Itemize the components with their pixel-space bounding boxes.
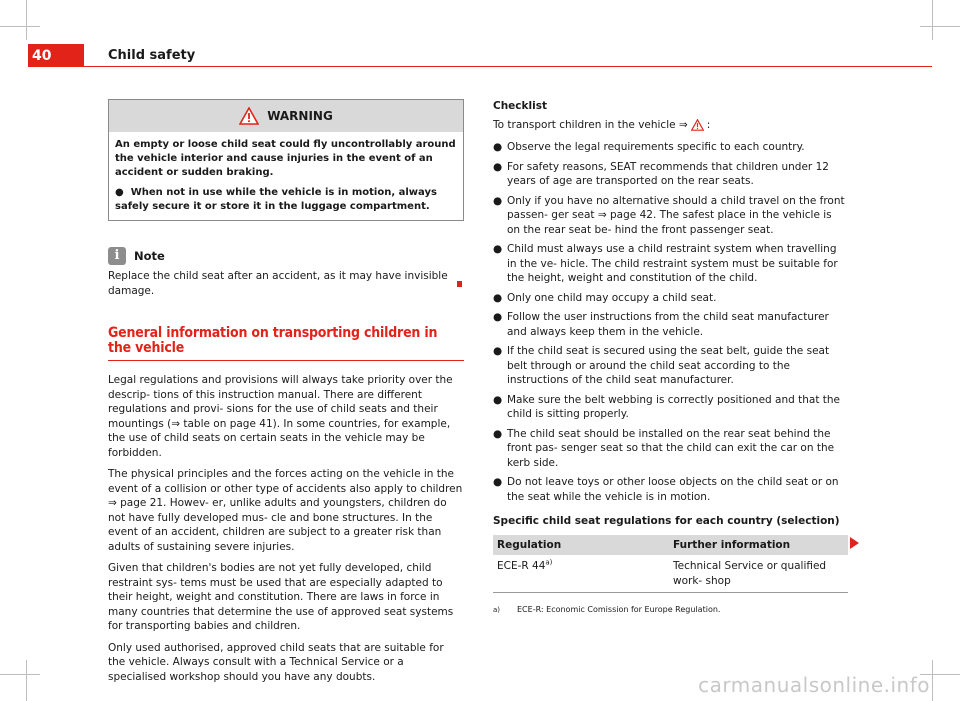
bullet-dot: ● <box>493 311 503 323</box>
section-paragraph: Only used authorised, approved child seats that are suitable for the vehicle. Always consult with a Technical Service or a specialised workshop should you have any doubts. <box>108 641 444 683</box>
bullet-dot: ● <box>493 476 503 488</box>
column-header-info: Further information <box>669 535 848 556</box>
bullet-dot: ● <box>493 141 503 153</box>
table-cell-info: Technical Service or qualified work- shop <box>669 555 848 593</box>
list-item-text: Only one child may occupy a child seat. <box>507 291 717 304</box>
list-item-text: Observe the legal requirements specific to each country. <box>507 141 805 153</box>
list-item <box>493 475 848 504</box>
note-body <box>108 269 464 298</box>
regulation-name: ECE-R 44 <box>497 560 546 572</box>
watermark: carmanualsonline.info <box>698 673 930 697</box>
left-column <box>108 99 464 691</box>
regulations-table <box>493 535 848 594</box>
note-heading: Note <box>134 248 165 263</box>
page-number: 40 <box>28 44 84 67</box>
warning-box <box>108 99 464 221</box>
section-paragraph: Legal regulations and provisions will always take priority over the descrip- tions of this instruction manual. There are different regulations and provi- sions for the use of child seats and their mountings (⇒ table on page 41). In some countries, for example, the use of child seats on certain seats in the vehicle may be forbidden. <box>108 374 453 459</box>
list-item-text: Only if you have no alternative should a child travel on the front passen- ger seat ⇒ page 42. The safest place in the vehicle is on the rear seat be- hind the front passenger seat. <box>507 194 845 236</box>
continue-arrow-icon <box>850 537 859 549</box>
footnote <box>493 603 848 618</box>
footnote-mark: a) <box>493 606 501 614</box>
table-header-row <box>493 535 848 556</box>
list-item <box>493 291 848 306</box>
column-header-regulation: Regulation <box>493 535 669 556</box>
note-header <box>108 247 464 265</box>
note-text: Replace the child seat after an accident, as it may have invisible damage. <box>108 270 448 297</box>
right-column <box>493 99 848 618</box>
list-item-text: Child must always use a child restraint system when travelling in the ve- hicle. The child restraint system must be suitable for the height, weight and constitution of the child. <box>507 243 838 284</box>
bullet-dot: ● <box>493 194 503 207</box>
bullet-dot: ● <box>115 187 131 198</box>
page-title: Child safety <box>108 48 196 63</box>
warning-heading: WARNING <box>267 108 333 123</box>
checklist-intro-end: : <box>706 118 711 131</box>
bullet-dot: ● <box>493 393 503 406</box>
list-item-text: For safety reasons, SEAT recommends that children under 12 years of age are transported on the rear seats. <box>507 160 829 187</box>
list-item <box>493 242 848 286</box>
info-icon: i <box>108 247 126 265</box>
section-paragraph: Given that children's bodies are not yet fully developed, child restraint sys- tems must be used that are especially adapted to their height, weight and constitution. There are laws in force in many countries that determine the use of approved seat systems for transporting babies and children. <box>108 562 454 632</box>
warning-icon <box>239 107 259 125</box>
warning-header <box>109 100 463 132</box>
warning-body <box>109 132 463 220</box>
table-row <box>493 555 848 593</box>
section-title: General information on transporting children in the vehicle <box>108 326 464 361</box>
list-item-text: Follow the user instructions from the child seat manufacturer and always keep them in the vehicle. <box>507 311 829 338</box>
regulations-title: Specific child seat regulations for each country (selection) <box>493 515 840 527</box>
list-item-text: If the child seat is secured using the seat belt, guide the seat belt through or around the child seat according to the instructions of the child seat manufacturer. <box>507 345 830 386</box>
list-item <box>493 344 848 388</box>
bullet-dot: ● <box>493 427 503 440</box>
checklist-intro <box>493 118 848 133</box>
bullet-dot: ● <box>493 243 503 255</box>
list-item <box>493 427 848 471</box>
section-paragraph: The physical principles and the forces acting on the vehicle in the event of a collision or other type of accidents also apply to children ⇒ page 21. Howev- er, unlike adults and youngsters, children do not have fully developed mus- cle and bone structures. In the event of an accident, children are subject to a greater risk than adults of sustaining severe injuries. <box>108 468 463 553</box>
list-item <box>493 310 848 339</box>
list-item <box>493 160 848 189</box>
bullet-dot: ● <box>493 345 503 357</box>
list-item-text: Make sure the belt webbing is correctly positioned and that the child is sitting properly. <box>507 393 841 420</box>
bullet-dot: ● <box>493 291 503 304</box>
list-item <box>493 194 848 238</box>
checklist-intro-text: To transport children in the vehicle ⇒ <box>493 118 688 131</box>
header-rule <box>84 66 932 67</box>
warning-icon <box>691 119 704 131</box>
checklist-title: Checklist <box>493 100 547 112</box>
warning-bullet <box>115 186 457 214</box>
footnote-text: ECE-R: Economic Comission for Europe Regulation. <box>517 605 721 614</box>
table-cell-regulation <box>493 555 669 593</box>
bullet-dot: ● <box>493 160 503 173</box>
footnote-ref: a) <box>545 558 553 567</box>
list-item-text: The child seat should be installed on the rear seat behind the front pas- senger seat so that the child can exit the car on the kerb side. <box>507 427 835 469</box>
list-item-text: Do not leave toys or other loose objects on the child seat or on the seat while the vehicle is in motion. <box>507 476 839 503</box>
warning-text: An empty or loose child seat could fly uncontrollably around the vehicle interior and cause injuries in the event of an accident or sudden braking. <box>115 139 456 178</box>
warning-bullet-text: When not in use while the vehicle is in motion, always safely secure it or store it in the luggage compartment. <box>115 187 437 212</box>
list-item <box>493 393 848 422</box>
end-of-section-icon <box>457 281 462 287</box>
list-item <box>493 140 848 155</box>
